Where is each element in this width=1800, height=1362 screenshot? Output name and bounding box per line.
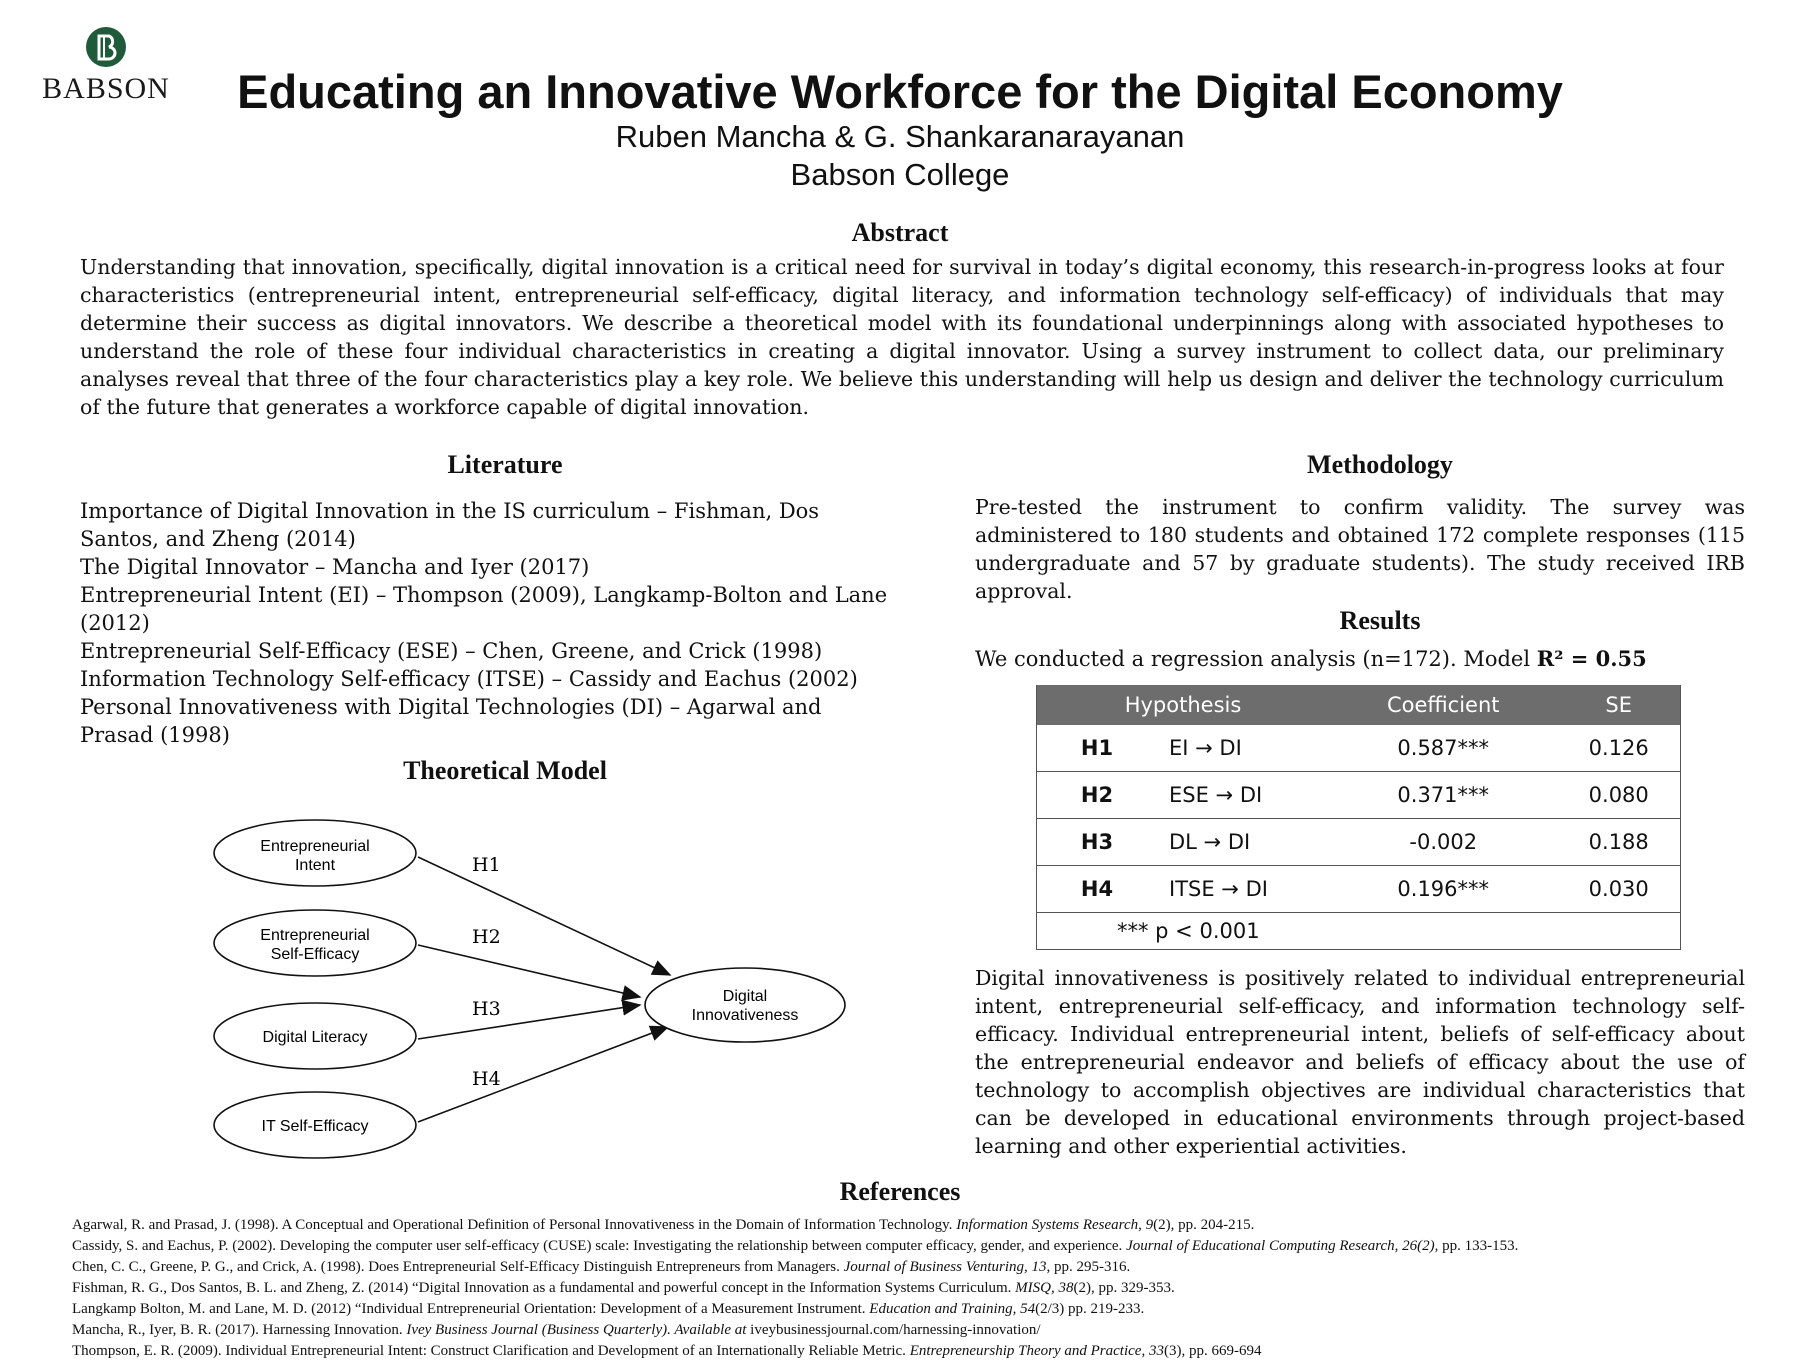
arrow-h2: [418, 945, 640, 997]
affiliation: Babson College: [790, 157, 1010, 192]
poster-title: Educating an Innovative Workforce for the Digital Economy: [237, 65, 1563, 118]
regression-table: [1036, 685, 1681, 950]
column-header-hypothesis: Hypothesis: [1037, 685, 1330, 725]
reference-item: [72, 1320, 1752, 1341]
literature-list: [80, 497, 890, 749]
cell-relationship: ESE → DI: [1157, 772, 1329, 819]
references-heading: References: [839, 1177, 961, 1206]
reference-pages: (2/3) pp. 219-233.: [1035, 1301, 1145, 1317]
r-squared-value: R² = 0.55: [1536, 646, 1647, 671]
abstract-heading: Abstract: [851, 218, 949, 247]
cell-hypothesis: H2: [1037, 772, 1158, 819]
table-header-row: [1037, 685, 1681, 725]
results-intro: [975, 646, 1647, 671]
results-heading: Results: [1339, 606, 1421, 635]
table-row: [1037, 725, 1681, 772]
literature-item: The Digital Innovator – Mancha and Iyer (2017): [80, 555, 590, 579]
node-label: Entrepreneurial: [260, 838, 370, 855]
arrow-h4: [418, 1027, 668, 1122]
cell-se: 0.080: [1557, 772, 1680, 819]
reference-text: Langkamp Bolton, M. and Lane, M. D. (2012) “Individual Entrepreneurial Orientation: Development of a Measurement Instrument.: [72, 1301, 870, 1317]
node-label: Digital Literacy: [262, 1029, 368, 1046]
reference-text: Agarwal, R. and Prasad, J. (1998). A Conceptual and Operational Definition of Personal Innovativeness in the Domain of Information Technology.: [72, 1217, 957, 1233]
reference-text: Fishman, R. G., Dos Santos, B. L. and Zheng, Z. (2014) “Digital Innovation as a fundamental and powerful concept in the Information Systems Curriculum.: [72, 1280, 1016, 1296]
node-label: IT Self-Efficacy: [261, 1118, 369, 1135]
literature-item: Personal Innovativeness with Digital Technologies (DI) – Agarwal and Prasad (1998): [80, 695, 822, 747]
cell-coefficient: 0.371***: [1329, 772, 1557, 819]
reference-journal: Information Systems Research, 9: [956, 1217, 1154, 1233]
cell-se: 0.030: [1557, 866, 1680, 913]
node-label: Entrepreneurial: [260, 927, 370, 944]
cell-se: 0.188: [1557, 819, 1680, 866]
reference-pages: , pp. 295-316.: [1046, 1259, 1131, 1275]
reference-item: [72, 1215, 1752, 1236]
babson-emblem-icon: [85, 26, 127, 68]
reference-item: [72, 1299, 1752, 1320]
hypothesis-label-h1: H1: [472, 854, 501, 876]
node-label: Innovativeness: [691, 1007, 799, 1024]
table-row: [1037, 772, 1681, 819]
cell-relationship: EI → DI: [1157, 725, 1329, 772]
hypothesis-label-h4: H4: [472, 1068, 501, 1090]
table-row: [1037, 819, 1681, 866]
reference-item: [72, 1341, 1752, 1362]
literature-item: Entrepreneurial Intent (EI) – Thompson (2009), Langkamp-Bolton and Lane (2012): [80, 583, 888, 635]
methodology-heading: Methodology: [1307, 450, 1453, 479]
model-heading: Theoretical Model: [403, 756, 607, 785]
reference-journal: Education and Training, 54: [869, 1301, 1036, 1317]
reference-pages: iveybusinessjournal.com/harnessing-innovation/: [746, 1322, 1041, 1338]
reference-item: [72, 1257, 1752, 1278]
results-intro-text: We conducted a regression analysis (n=172). Model: [975, 647, 1531, 671]
cell-se: 0.126: [1557, 725, 1680, 772]
authors: Ruben Mancha & G. Shankaranarayanan: [615, 119, 1185, 154]
references-list: [72, 1215, 1752, 1362]
node-label: Self-Efficacy: [270, 946, 360, 963]
node-label: Digital: [722, 988, 768, 1005]
cell-hypothesis: H4: [1037, 866, 1158, 913]
arrow-h3: [418, 1005, 640, 1039]
cell-coefficient: -0.002: [1329, 819, 1557, 866]
reference-pages: , pp. 133-153.: [1434, 1238, 1519, 1254]
reference-text: Chen, C. C., Greene, P. G., and Crick, A. (1998). Does Entrepreneurial Self-Efficacy Distinguish Entrepreneurs from Managers.: [72, 1259, 844, 1275]
reference-pages: (3), pp. 669-694: [1163, 1343, 1262, 1359]
reference-text: Cassidy, S. and Eachus, P. (2002). Developing the computer user self-efficacy (CUSE) scale: Investigating the relationship between computer efficacy, gender, and experience.: [72, 1238, 1127, 1254]
cell-coefficient: 0.196***: [1329, 866, 1557, 913]
cell-hypothesis: H3: [1037, 819, 1158, 866]
node-digital-innovativeness: [645, 968, 845, 1042]
abstract-text: Understanding that innovation, specifically, digital innovation is a critical need for survival in today’s digital economy, this research-in-progress looks at four characteristics (entrepreneurial intent, entrepreneurial self-efficacy, digital literacy, and information technology self-efficacy) of individuals that may determine their success as digital innovators. We describe a theoretical model with its foundational underpinnings along with associated hypotheses to understand the role of these four individual characteristics in creating a digital innovator. Using a survey instrument to collect data, our preliminary analyses reveal that three of the four characteristics play a key role. We believe this understanding will help us design and deliver the technology curriculum of the future that generates a workforce capable of digital innovation.: [80, 255, 1724, 419]
reference-journal: Entrepreneurship Theory and Practice, 33: [909, 1343, 1164, 1359]
reference-journal: MISQ, 38: [1015, 1280, 1074, 1296]
reference-item: [72, 1278, 1752, 1299]
reference-journal: Journal of Educational Computing Research, 26(2): [1126, 1238, 1435, 1254]
cell-hypothesis: H1: [1037, 725, 1158, 772]
column-header-coefficient: Coefficient: [1329, 685, 1557, 725]
hypothesis-label-h2: H2: [472, 926, 501, 948]
methodology-text: Pre-tested the instrument to confirm validity. The survey was administered to 180 students and obtained 172 complete responses (115 undergraduate and 57 by graduate students). The study received IRB approval.: [975, 495, 1745, 603]
reference-pages: (2), pp. 204-215.: [1153, 1217, 1255, 1233]
hypothesis-label-h3: H3: [472, 998, 501, 1020]
reference-text: Thompson, E. R. (2009). Individual Entrepreneurial Intent: Construct Clarification and Development of an Internationally Reliable Metric.: [72, 1343, 910, 1359]
reference-pages: (2), pp. 329-353.: [1073, 1280, 1175, 1296]
node-label: Intent: [294, 857, 336, 874]
theoretical-model-diagram: [200, 815, 860, 1175]
table-row: [1037, 866, 1681, 913]
reference-item: [72, 1236, 1752, 1257]
literature-item: Entrepreneurial Self-Efficacy (ESE) – Chen, Greene, and Crick (1998): [80, 639, 823, 663]
table-note-row: [1037, 913, 1681, 950]
cell-relationship: DL → DI: [1157, 819, 1329, 866]
cell-relationship: ITSE → DI: [1157, 866, 1329, 913]
literature-heading: Literature: [447, 450, 563, 479]
logo-wordmark: BABSON: [42, 72, 170, 105]
column-header-se: SE: [1557, 685, 1680, 725]
results-conclusion: Digital innovativeness is positively related to individual entrepreneurial intent, entrepreneurial self-efficacy, and information technology self-efficacy. Individual entrepreneurial intent, beliefs of self-efficacy about the entrepreneurial endeavor and beliefs of efficacy about the use of technology to accomplish objectives are individual characteristics that can be developed in educational environments through project-based learning and other experiential activities.: [975, 966, 1745, 1158]
significance-note: *** p < 0.001: [1037, 913, 1681, 950]
arrow-h1: [418, 857, 670, 975]
reference-text: Mancha, R., Iyer, B. R. (2017). Harnessing Innovation.: [72, 1322, 407, 1338]
literature-item: Information Technology Self-efficacy (ITSE) – Cassidy and Eachus (2002): [80, 667, 858, 691]
reference-journal: Ivey Business Journal (Business Quarterly). Available at: [406, 1322, 747, 1338]
reference-journal: Journal of Business Venturing, 13: [843, 1259, 1047, 1275]
literature-item: Importance of Digital Innovation in the IS curriculum – Fishman, Dos Santos, and Zheng (2014): [80, 499, 820, 551]
cell-coefficient: 0.587***: [1329, 725, 1557, 772]
